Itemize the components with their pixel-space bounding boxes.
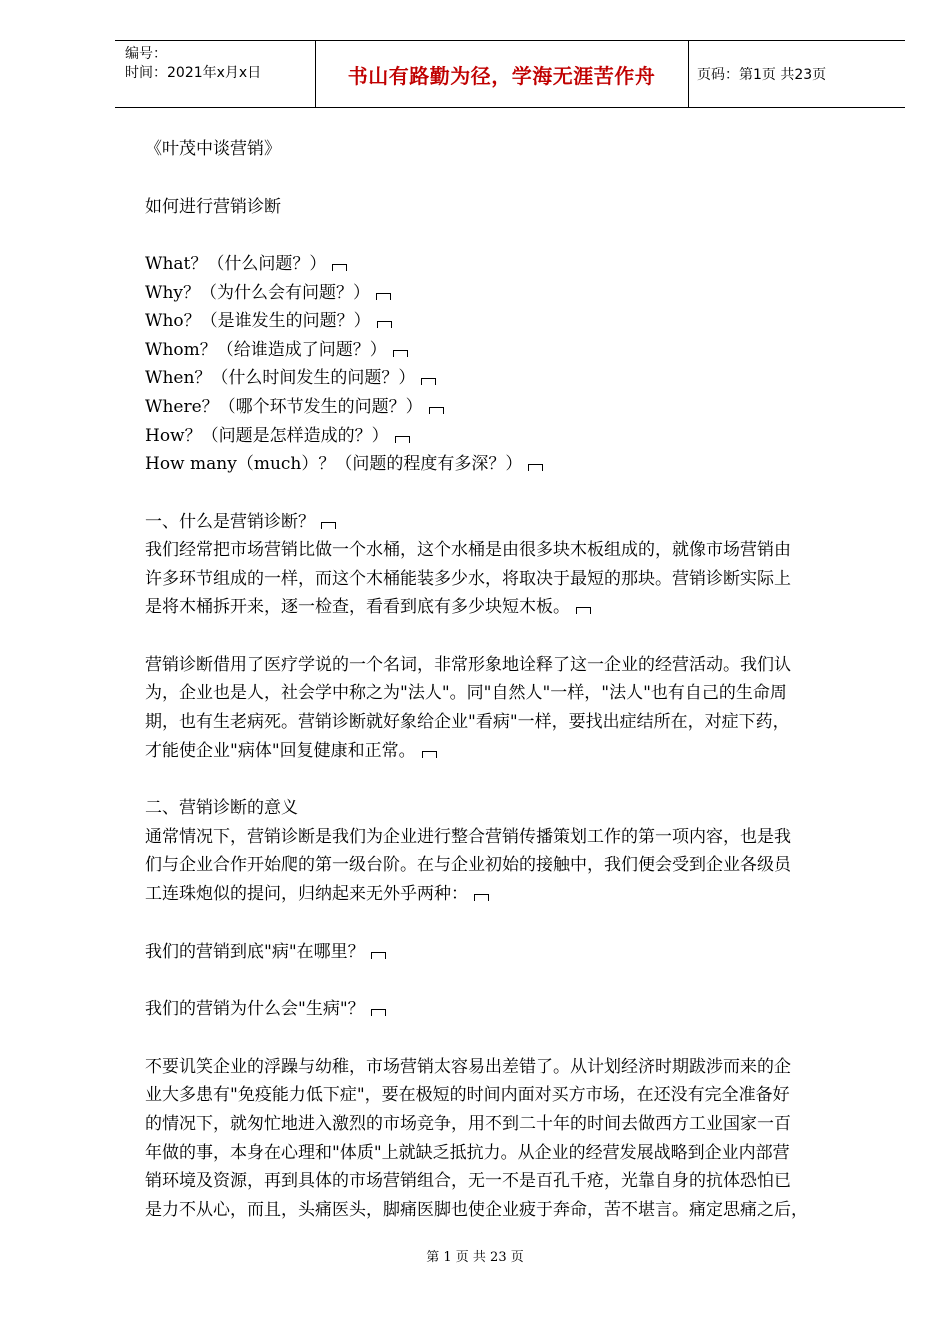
chapter-title: 如何进行营销诊断	[145, 197, 281, 217]
paragraph-mark-icon	[332, 264, 347, 271]
time-label: 时间：2021年x月x日	[125, 65, 262, 81]
paragraph-mark-icon	[395, 436, 410, 443]
number-label: 编号：	[125, 46, 167, 62]
motto-text: 书山有路勤为径，学海无涯苦作舟	[347, 63, 656, 88]
paragraph-mark-icon	[371, 952, 386, 959]
question-line: Who？（是谁发生的问题？）	[145, 309, 392, 333]
question-line: Why？（为什么会有问题？）	[145, 281, 391, 305]
paragraph-mark-icon	[393, 350, 408, 357]
header-page-cell	[689, 41, 905, 107]
question-line: Whom？（给谁造成了问题？）	[145, 338, 408, 362]
page-footer: 第 1 页 共 23 页	[426, 1250, 524, 1265]
paragraph-mark-icon	[321, 522, 336, 529]
paragraph-line: 们与企业合作开始爬的第一级台阶。在与企业初始的接触中，我们便会受到企业各级员	[145, 855, 791, 875]
paragraph-line: 销环境及资源，再到具体的市场营销组合，无一不是百孔千疮，光靠自身的抗体恐怕已	[145, 1171, 791, 1191]
book-title: 《叶茂中谈营销》	[145, 139, 281, 159]
question-line: When？（什么时间发生的问题？）	[145, 366, 436, 390]
paragraph-line: 才能使企业"病体"回复健康和正常。	[145, 739, 437, 763]
paragraph-line: 年做的事，本身在心理和"体质"上就缺乏抵抗力。从企业的经营发展战略到企业内部营	[145, 1143, 790, 1163]
section-heading: 二、营销诊断的意义	[145, 798, 298, 818]
paragraph-mark-icon	[371, 1009, 386, 1016]
paragraph-line: 为，企业也是人，社会学中称之为"法人"。同"自然人"一样，"法人"也有自己的生命周	[145, 683, 787, 703]
paragraph-line: 是将木桶拆开来，逐一检查，看看到底有多少块短木板。	[145, 595, 591, 619]
paragraph-line: 营销诊断借用了医疗学说的一个名词，非常形象地诠释了这一企业的经营活动。我们认	[145, 655, 791, 675]
section-heading: 一、什么是营销诊断？	[145, 510, 336, 534]
paragraph-line: 的情况下，就匆忙地进入激烈的市场竞争，用不到二十年的时间去做西方工业国家一百	[145, 1114, 791, 1134]
question-line: What？（什么问题？）	[145, 252, 347, 276]
question-line: 我们的营销到底"病"在哪里？	[145, 940, 386, 964]
paragraph-line: 是力不从心，而且，头痛医头，脚痛医脚也使企业疲于奔命，苦不堪言。痛定思痛之后，	[145, 1200, 808, 1220]
question-line: 我们的营销为什么会"生病"？	[145, 997, 386, 1021]
question-line: Where？（哪个环节发生的问题？）	[145, 395, 444, 419]
paragraph-line: 不要讥笑企业的浮躁与幼稚，市场营销太容易出差错了。从计划经济时期跋涉而来的企	[145, 1057, 791, 1077]
paragraph-line: 工连珠炮似的提问，归纳起来无外乎两种：	[145, 882, 489, 906]
paragraph-line: 通常情况下，营销诊断是我们为企业进行整合营销传播策划工作的第一项内容，也是我	[145, 827, 791, 847]
header-motto-cell	[315, 41, 689, 107]
paragraph-mark-icon	[421, 378, 436, 385]
header-meta-cell	[115, 41, 316, 107]
paragraph-mark-icon	[422, 751, 437, 758]
paragraph-line: 我们经常把市场营销比做一个水桶，这个水桶是由很多块木板组成的，就像市场营销由	[145, 540, 791, 560]
paragraph-line: 业大多患有"免疫能力低下症"，要在极短的时间内面对买方市场，在还没有完全准备好	[145, 1085, 790, 1105]
paragraph-line: 许多环节组成的一样，而这个木桶能装多少水，将取决于最短的那块。营销诊断实际上	[145, 569, 791, 589]
question-line: How many（much）？（问题的程度有多深？）	[145, 452, 543, 476]
page-header	[115, 40, 905, 108]
paragraph-mark-icon	[528, 464, 543, 471]
paragraph-mark-icon	[429, 407, 444, 414]
paragraph-mark-icon	[376, 293, 391, 300]
paragraph-mark-icon	[474, 894, 489, 901]
question-line: How？（问题是怎样造成的？）	[145, 424, 410, 448]
paragraph-mark-icon	[576, 607, 591, 614]
paragraph-mark-icon	[377, 321, 392, 328]
paragraph-line: 期，也有生老病死。营销诊断就好象给企业"看病"一样，要找出症结所在，对症下药，	[145, 712, 790, 732]
page-info: 页码：第1页 共23页	[697, 67, 827, 83]
